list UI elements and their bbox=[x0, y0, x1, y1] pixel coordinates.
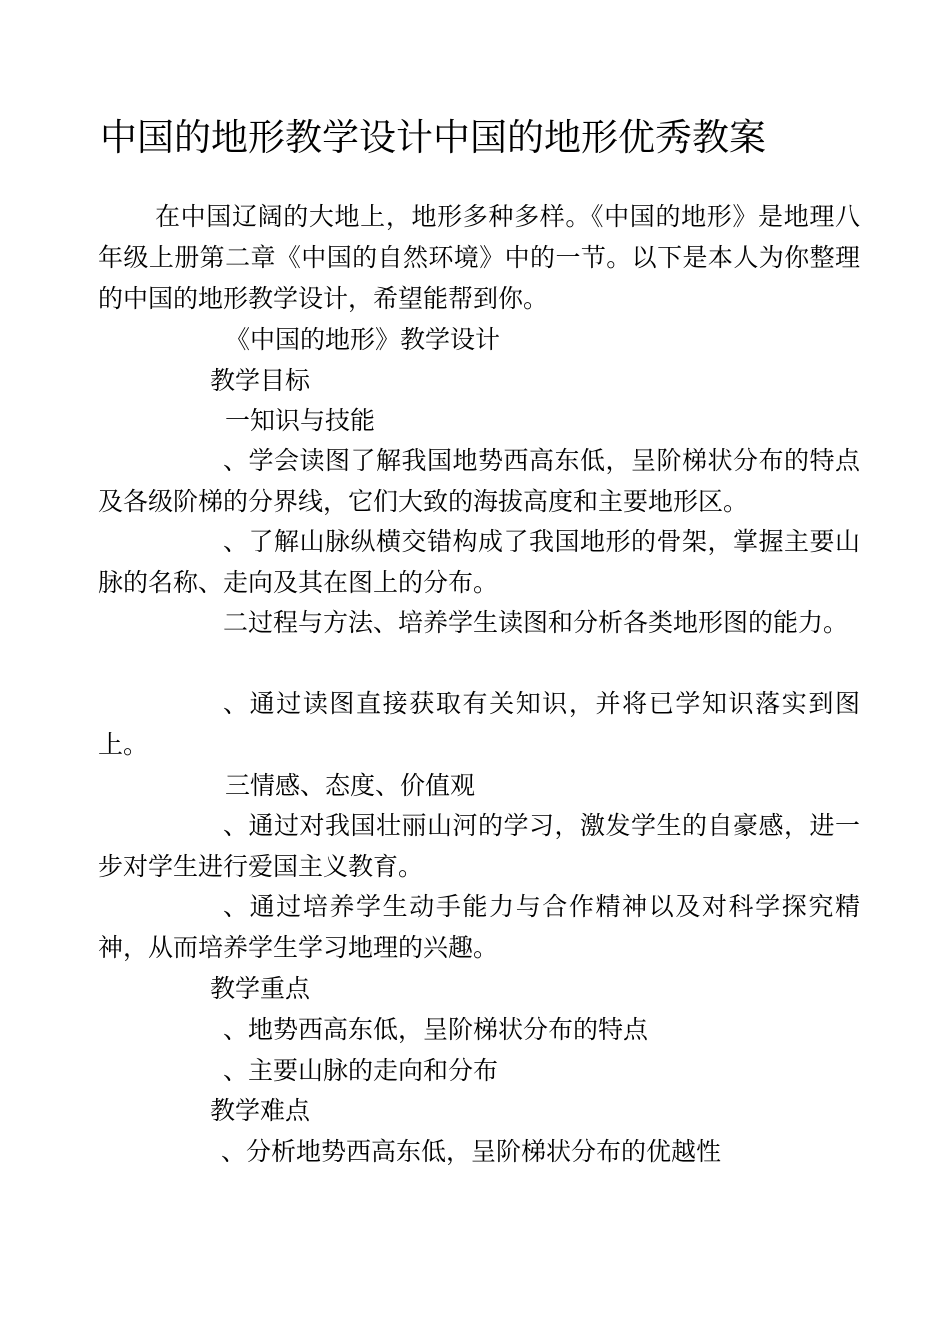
document-title: 中国的地形教学设计中国的地形优秀教案 bbox=[100, 116, 766, 159]
intro-paragraph: 在中国辽阔的大地上，地形多种多样。《中国的地形》是地理八年级上册第二章《中国的自然环境》中的一节。以下是本人为你整理的中国的地形教学设计，希望能帮到你。 bbox=[98, 202, 860, 313]
emotion-item-2: 、通过培养学生动手能力与合作精神以及对科学探究精神，从而培养学生学习地理的兴趣。 bbox=[98, 892, 860, 962]
key-points-heading: 教学重点 bbox=[210, 974, 311, 1003]
difficulty-1: 、分析地势西高东低，呈阶梯状分布的优越性 bbox=[221, 1137, 722, 1166]
process-item-1: 、通过读图直接获取有关知识，并将已学知识落实到图上。 bbox=[98, 689, 860, 759]
knowledge-item-1: 、学会读图了解我国地势西高东低，呈阶梯状分布的特点及各级阶梯的分界线，它们大致的海拔高度和主要地形区。 bbox=[98, 446, 860, 516]
emotion-heading: 三情感、态度、价值观 bbox=[225, 771, 476, 800]
knowledge-item-2: 、了解山脉纵横交错构成了我国地形的骨架，掌握主要山脉的名称、走向及其在图上的分布。 bbox=[98, 527, 860, 597]
emotion-item-1: 、通过对我国壮丽山河的学习，激发学生的自豪感，进一步对学生进行爱国主义教育。 bbox=[98, 811, 860, 881]
key-point-1: 、地势西高东低，呈阶梯状分布的特点 bbox=[223, 1015, 649, 1044]
key-point-2: 、主要山脉的走向和分布 bbox=[223, 1056, 499, 1085]
goals-heading: 教学目标 bbox=[210, 366, 311, 395]
design-title: 《中国的地形》教学设计 bbox=[225, 325, 501, 354]
process-heading: 二过程与方法、培养学生读图和分析各类地形图的能力。 bbox=[223, 608, 849, 637]
knowledge-heading: 一知识与技能 bbox=[225, 406, 376, 435]
difficulties-heading: 教学难点 bbox=[210, 1096, 311, 1125]
